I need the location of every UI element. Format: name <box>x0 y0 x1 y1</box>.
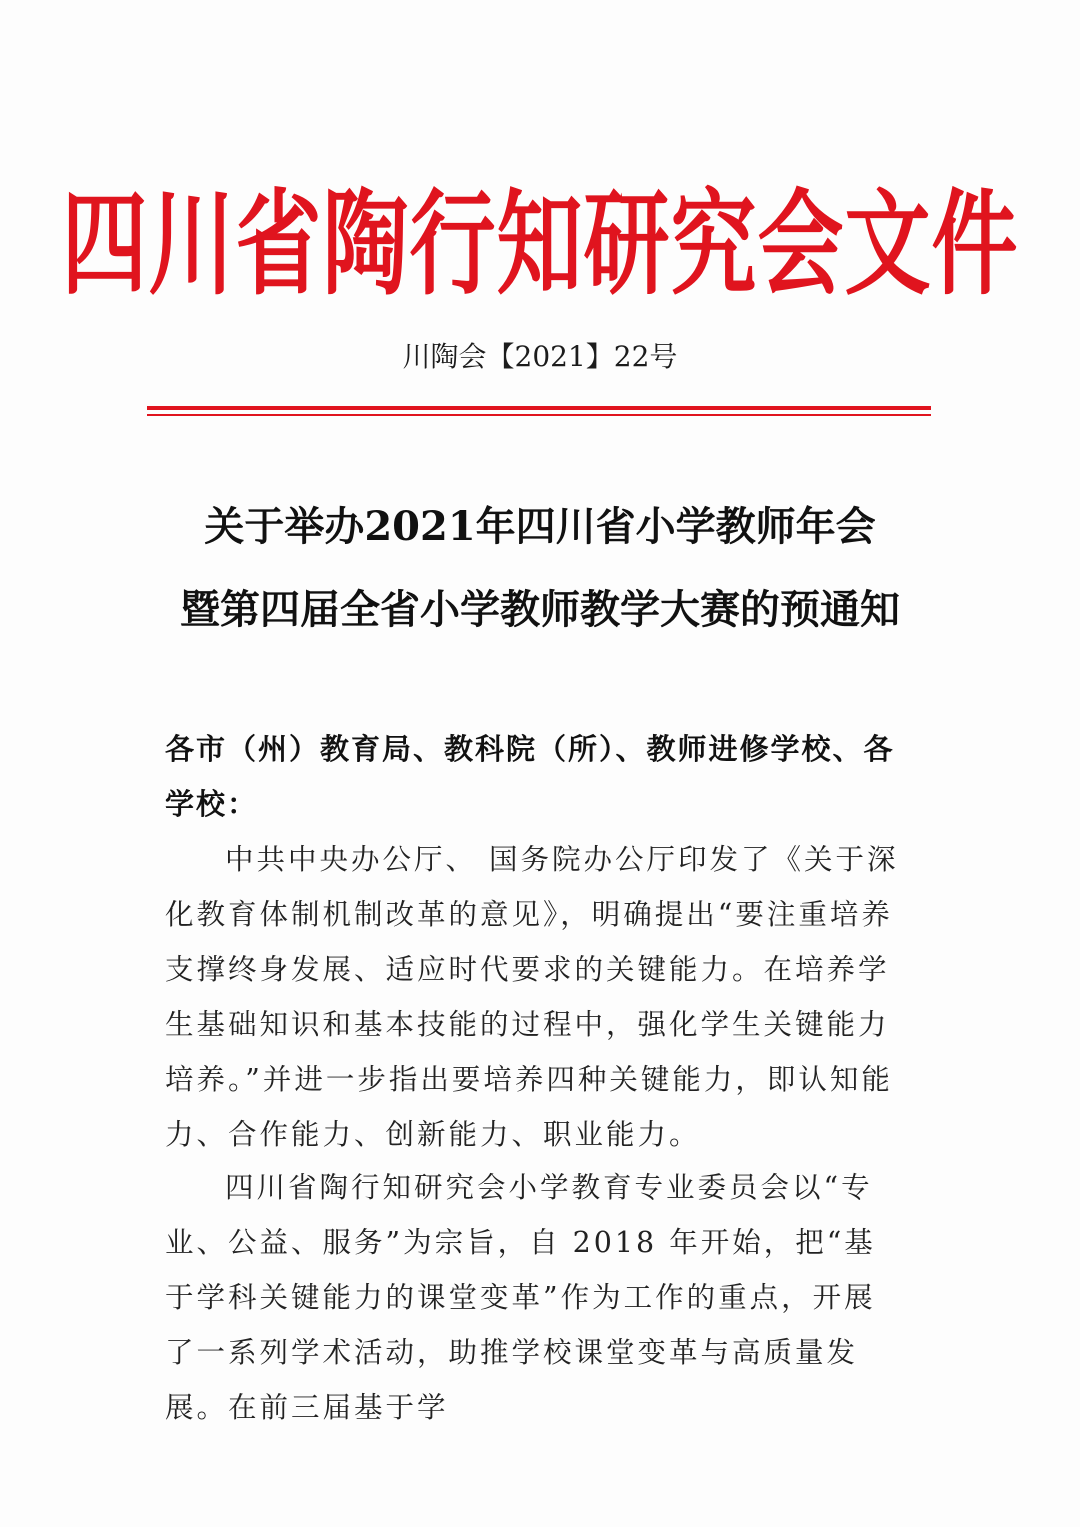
masthead-title: 四川省陶行知研究会文件 <box>61 177 1019 312</box>
red-separator-thin <box>147 414 931 416</box>
notice-title-line-1: 关于举办2021年四川省小学教师年会 <box>204 503 876 550</box>
document-number: 川陶会【2021】22号 <box>402 340 678 373</box>
addressee: 各市（州）教育局、教科院（所）、教师进修学校、各学校： <box>165 732 895 821</box>
body-paragraph-1: 中共中央办公厅、 国务院办公厅印发了《关于深化教育体制机制改革的意见》，明确提出“要注重培养支撑终身发展、适应时代要求的关键能力。在培养学生基础知识和基本技能的过程中，强化学生关键能力培养。”并进一步指出要培养四种关键能力，即认知能力、合作能力、创新能力、职业能力。 <box>165 843 899 1151</box>
red-separator-thick <box>147 406 931 410</box>
body-paragraph-2: 四川省陶行知研究会小学教育专业委员会以“专业、公益、服务”为宗旨，自 2018 年开始，把“基于学科关键能力的课堂变革”作为工作的重点，开展了一系列学术活动，助推学校课堂变革与高质量发展。在前三届基于学 <box>165 1171 876 1424</box>
notice-title-line-2: 暨第四届全省小学教师教学大赛的预通知 <box>180 586 900 633</box>
